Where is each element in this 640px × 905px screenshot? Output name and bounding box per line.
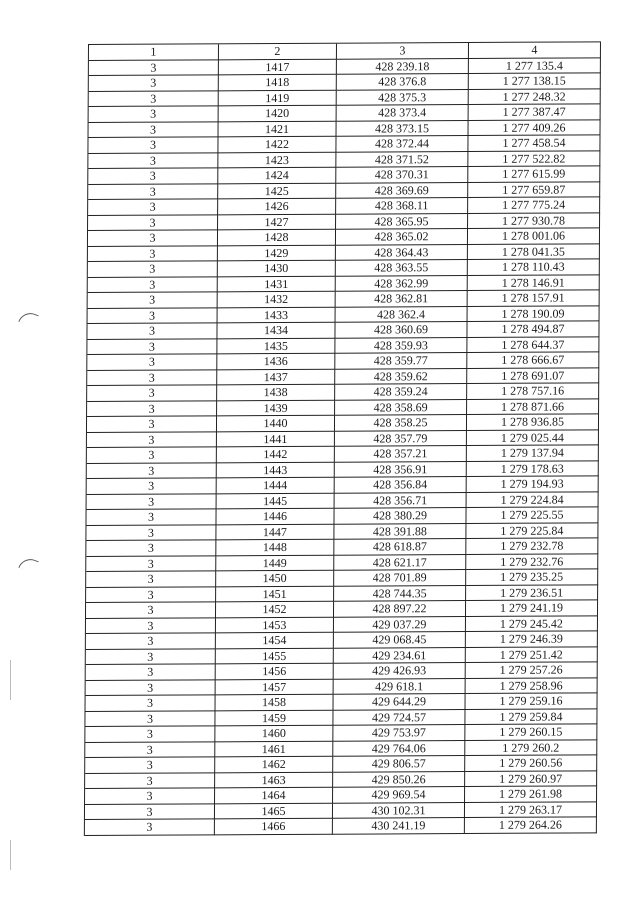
- cell-col4: 1 278 110.43: [468, 259, 600, 275]
- cell-col3: 428 369.69: [336, 183, 468, 199]
- cell-col4: 1 279 232.76: [466, 554, 598, 570]
- cell-col4: 1 278 041.35: [468, 244, 600, 260]
- cell-col1: 3: [89, 75, 219, 91]
- cell-col4: 1 278 190.09: [468, 306, 600, 322]
- cell-col4: 1 277 615.99: [468, 166, 600, 182]
- cell-col4: 1 279 257.26: [466, 662, 598, 678]
- cell-col3: 428 364.43: [336, 245, 468, 261]
- cell-col4: 1 279 137.94: [467, 445, 599, 461]
- cell-col2: 1431: [218, 276, 336, 292]
- cell-col2: 1448: [216, 540, 334, 556]
- cell-col4: 1 279 260.56: [465, 755, 597, 771]
- cell-col3: 428 376.8: [337, 74, 469, 90]
- cell-col4: 1 279 236.51: [466, 585, 598, 601]
- cell-col1: 3: [88, 199, 218, 215]
- cell-col2: 1466: [215, 819, 333, 835]
- cell-col4: 1 279 225.84: [466, 523, 598, 539]
- cell-col2: 1463: [215, 772, 333, 788]
- cell-col2: 1437: [217, 369, 335, 385]
- cell-col2: 1457: [216, 679, 334, 695]
- cell-col1: 3: [86, 525, 216, 541]
- cell-col2: 1456: [216, 664, 334, 680]
- cell-col3: 428 368.11: [336, 198, 468, 214]
- cell-col4: 1 279 251.42: [466, 647, 598, 663]
- cell-col3: 428 365.02: [336, 229, 468, 245]
- cell-col4: 1 277 135.4: [469, 58, 601, 74]
- cell-col3: 430 102.31: [333, 803, 465, 819]
- scan-artifact: [10, 660, 11, 700]
- cell-col4: 1 277 409.26: [469, 120, 601, 136]
- cell-col4: 1 278 871.66: [467, 399, 599, 415]
- cell-col4: 1 279 194.93: [467, 476, 599, 492]
- cell-col1: 3: [87, 385, 217, 401]
- cell-col3: 428 621.17: [334, 555, 466, 571]
- cell-col2: 1424: [218, 168, 336, 184]
- cell-col4: 1 278 001.06: [468, 228, 600, 244]
- cell-col3: 428 391.88: [334, 524, 466, 540]
- cell-col2: 1445: [217, 493, 335, 509]
- cell-col1: 3: [85, 804, 215, 820]
- cell-col4: 1 277 775.24: [468, 197, 600, 213]
- cell-col4: 1 278 146.91: [468, 275, 600, 291]
- cell-col2: 1434: [217, 323, 335, 339]
- cell-col4: 1 279 258.96: [466, 678, 598, 694]
- cell-col2: 1455: [216, 648, 334, 664]
- cell-col1: 3: [87, 416, 217, 432]
- cell-col4: 1 279 263.17: [465, 802, 597, 818]
- cell-col2: 1440: [217, 416, 335, 432]
- cell-col3: 428 371.52: [336, 152, 468, 168]
- cell-col1: 3: [88, 153, 218, 169]
- cell-col1: 3: [88, 277, 218, 293]
- cell-col2: 1447: [216, 524, 334, 540]
- cell-col3: 428 363.55: [336, 260, 468, 276]
- cell-col3: 428 239.18: [337, 59, 469, 75]
- cell-col2: 1439: [217, 400, 335, 416]
- cell-col2: 1435: [217, 338, 335, 354]
- cell-col2: 1430: [218, 261, 336, 277]
- cell-col3: 428 373.4: [337, 105, 469, 121]
- cell-col3: 429 068.45: [334, 632, 466, 648]
- cell-col4: 1 279 224.84: [467, 492, 599, 508]
- cell-col3: 428 373.15: [337, 121, 469, 137]
- cell-col3: 428 359.93: [335, 338, 467, 354]
- cell-col1: 3: [86, 540, 216, 556]
- cell-col4: 1 279 246.39: [466, 631, 598, 647]
- cell-col2: 1451: [216, 586, 334, 602]
- column-header: 2: [219, 44, 337, 60]
- cell-col2: 1438: [217, 385, 335, 401]
- cell-col4: 1 279 225.55: [466, 507, 598, 523]
- cell-col2: 1442: [217, 447, 335, 463]
- cell-col1: 3: [88, 308, 218, 324]
- cell-col4: 1 279 259.16: [465, 693, 597, 709]
- cell-col4: 1 279 245.42: [466, 616, 598, 632]
- cell-col1: 3: [87, 354, 217, 370]
- cell-col1: 3: [89, 106, 219, 122]
- cell-col2: 1446: [216, 509, 334, 525]
- cell-col3: 428 380.29: [334, 508, 466, 524]
- cell-col1: 3: [89, 122, 219, 138]
- cell-col3: 429 618.1: [334, 679, 466, 695]
- cell-col1: 3: [87, 370, 217, 386]
- cell-col1: 3: [87, 401, 217, 417]
- cell-col1: 3: [85, 726, 215, 742]
- cell-col3: 428 897.22: [334, 601, 466, 617]
- cell-col4: 1 277 458.54: [468, 135, 600, 151]
- cell-col4: 1 279 261.98: [465, 786, 597, 802]
- cell-col3: 429 234.61: [334, 648, 466, 664]
- cell-col2: 1421: [219, 121, 337, 137]
- cell-col3: 429 806.57: [333, 756, 465, 772]
- cell-col4: 1 278 936.85: [467, 414, 599, 430]
- cell-col1: 3: [88, 137, 218, 153]
- cell-col4: 1 279 260.97: [465, 771, 597, 787]
- cell-col1: 3: [88, 292, 218, 308]
- cell-col1: 3: [86, 556, 216, 572]
- cell-col2: 1458: [216, 695, 334, 711]
- cell-col4: 1 278 494.87: [467, 321, 599, 337]
- cell-col2: 1444: [217, 478, 335, 494]
- cell-col1: 3: [88, 215, 218, 231]
- cell-col4: 1 277 930.78: [468, 213, 600, 229]
- cell-col2: 1453: [216, 617, 334, 633]
- cell-col1: 3: [86, 664, 216, 680]
- cell-col1: 3: [87, 447, 217, 463]
- cell-col2: 1460: [215, 726, 333, 742]
- cell-col2: 1441: [217, 431, 335, 447]
- cell-col4: 1 278 666.67: [467, 352, 599, 368]
- cell-col1: 3: [88, 168, 218, 184]
- punch-hole-mark: [18, 555, 38, 573]
- cell-col2: 1449: [216, 555, 334, 571]
- cell-col1: 3: [88, 230, 218, 246]
- cell-col1: 3: [85, 711, 215, 727]
- cell-col1: 3: [86, 633, 216, 649]
- cell-col4: 1 279 235.25: [466, 569, 598, 585]
- cell-col2: 1426: [218, 199, 336, 215]
- cell-col4: 1 277 659.87: [468, 182, 600, 198]
- cell-col2: 1436: [217, 354, 335, 370]
- cell-col1: 3: [87, 463, 217, 479]
- cell-col2: 1419: [219, 90, 337, 106]
- cell-col1: 3: [88, 184, 218, 200]
- cell-col4: 1 277 138.15: [469, 73, 601, 89]
- cell-col3: 429 753.97: [333, 725, 465, 741]
- cell-col3: 429 764.06: [333, 741, 465, 757]
- cell-col4: 1 278 157.91: [468, 290, 600, 306]
- scan-artifact: [10, 840, 11, 870]
- cell-col1: 3: [85, 788, 215, 804]
- cell-col2: 1418: [219, 75, 337, 91]
- cell-col3: 428 359.77: [335, 353, 467, 369]
- cell-col1: 3: [86, 509, 216, 525]
- cell-col2: 1465: [215, 803, 333, 819]
- column-header: 4: [469, 42, 601, 58]
- cell-col3: 428 360.69: [335, 322, 467, 338]
- cell-col4: 1 278 644.37: [467, 337, 599, 353]
- cell-col4: 1 277 522.82: [468, 151, 600, 167]
- cell-col3: 428 358.25: [335, 415, 467, 431]
- cell-col1: 3: [85, 819, 215, 835]
- cell-col3: 428 357.79: [335, 431, 467, 447]
- cell-col2: 1417: [219, 59, 337, 75]
- coordinates-table: [84, 41, 601, 835]
- cell-col3: 428 365.95: [336, 214, 468, 230]
- cell-col3: 428 362.81: [336, 291, 468, 307]
- cell-col1: 3: [86, 587, 216, 603]
- cell-col3: 430 241.19: [333, 818, 465, 834]
- cell-col1: 3: [85, 742, 215, 758]
- cell-col3: 428 362.4: [336, 307, 468, 323]
- cell-col3: 428 356.71: [335, 493, 467, 509]
- cell-col4: 1 277 248.32: [469, 89, 601, 105]
- cell-col4: 1 279 259.84: [465, 709, 597, 725]
- cell-col1: 3: [88, 246, 218, 262]
- cell-col4: 1 279 260.2: [465, 740, 597, 756]
- cell-col2: 1425: [218, 183, 336, 199]
- cell-col2: 1427: [218, 214, 336, 230]
- cell-col2: 1443: [217, 462, 335, 478]
- cell-col4: 1 278 757.16: [467, 383, 599, 399]
- cell-col2: 1452: [216, 602, 334, 618]
- cell-col2: 1454: [216, 633, 334, 649]
- cell-col4: 1 279 232.78: [466, 538, 598, 554]
- cell-col1: 3: [85, 773, 215, 789]
- cell-col2: 1423: [218, 152, 336, 168]
- cell-col4: 1 279 178.63: [467, 461, 599, 477]
- cell-col1: 3: [87, 478, 217, 494]
- cell-col3: 428 618.87: [334, 539, 466, 555]
- table-row: [85, 817, 597, 835]
- cell-col3: 428 356.91: [335, 462, 467, 478]
- cell-col3: 429 644.29: [334, 694, 466, 710]
- table-body: [85, 58, 601, 836]
- cell-col2: 1428: [218, 230, 336, 246]
- cell-col3: 428 701.89: [334, 570, 466, 586]
- cell-col1: 3: [85, 757, 215, 773]
- cell-col4: 1 277 387.47: [469, 104, 601, 120]
- cell-col1: 3: [86, 680, 216, 696]
- cell-col2: 1461: [215, 741, 333, 757]
- cell-col3: 429 426.93: [334, 663, 466, 679]
- cell-col3: 429 724.57: [333, 710, 465, 726]
- cell-col3: 429 037.29: [334, 617, 466, 633]
- cell-col3: 428 370.31: [336, 167, 468, 183]
- cell-col1: 3: [88, 261, 218, 277]
- column-header: 3: [337, 43, 469, 59]
- cell-col4: 1 278 691.07: [467, 368, 599, 384]
- cell-col3: 429 850.26: [333, 772, 465, 788]
- cell-col3: 428 356.84: [335, 477, 467, 493]
- cell-col2: 1459: [215, 710, 333, 726]
- punch-hole-mark: [18, 309, 38, 327]
- cell-col3: 428 358.69: [335, 400, 467, 416]
- cell-col4: 1 279 264.26: [465, 817, 597, 833]
- cell-col2: 1433: [218, 307, 336, 323]
- cell-col3: 428 744.35: [334, 586, 466, 602]
- cell-col3: 428 362.99: [336, 276, 468, 292]
- cell-col2: 1464: [215, 788, 333, 804]
- cell-col1: 3: [86, 602, 216, 618]
- cell-col1: 3: [89, 91, 219, 107]
- cell-col1: 3: [87, 432, 217, 448]
- cell-col3: 428 375.3: [337, 90, 469, 106]
- cell-col3: 428 357.21: [335, 446, 467, 462]
- cell-col1: 3: [86, 649, 216, 665]
- cell-col1: 3: [87, 339, 217, 355]
- cell-col2: 1429: [218, 245, 336, 261]
- cell-col2: 1450: [216, 571, 334, 587]
- cell-col2: 1422: [218, 137, 336, 153]
- cell-col2: 1432: [218, 292, 336, 308]
- cell-col2: 1420: [219, 106, 337, 122]
- cell-col4: 1 279 241.19: [466, 600, 598, 616]
- cell-col1: 3: [86, 571, 216, 587]
- cell-col1: 3: [89, 60, 219, 76]
- cell-col1: 3: [86, 618, 216, 634]
- cell-col4: 1 279 025.44: [467, 430, 599, 446]
- cell-col3: 429 969.54: [333, 787, 465, 803]
- cell-col1: 3: [86, 695, 216, 711]
- cell-col3: 428 372.44: [336, 136, 468, 152]
- cell-col2: 1462: [215, 757, 333, 773]
- cell-col4: 1 279 260.15: [465, 724, 597, 740]
- cell-col1: 3: [87, 494, 217, 510]
- cell-col3: 428 359.62: [335, 369, 467, 385]
- cell-col1: 3: [87, 323, 217, 339]
- cell-col3: 428 359.24: [335, 384, 467, 400]
- column-header: 1: [89, 44, 219, 60]
